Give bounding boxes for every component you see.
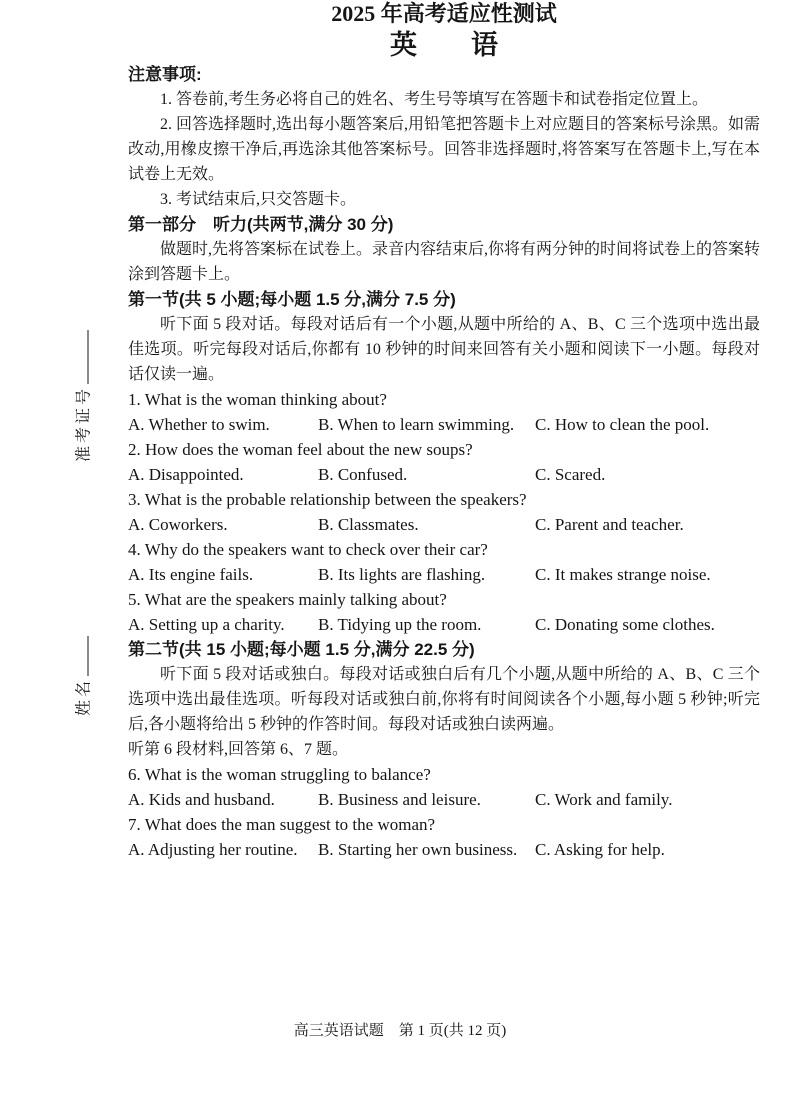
options-row (128, 612, 760, 637)
options-row (128, 837, 760, 862)
notice-item-1: 1. 答卷前,考生务必将自己的姓名、考生号等填写在答题卡和试卷指定位置上。 (160, 91, 709, 108)
option-c: C. Work and family. (535, 790, 673, 809)
subject-title: 英 语 (390, 30, 498, 60)
option-a: A. Setting up a charity. (128, 615, 285, 634)
section1-instructions: 听下面 5 段对话。每段对话后有一个小题,从题中所给的 A、B、C 三个选项中选出最佳选项。听完每段对话后,你都有 10 秒钟的时间来回答有关小题和阅读下一小题。每段对话仅读一遍。 (128, 316, 760, 383)
question-6 (128, 762, 760, 812)
options-row (128, 462, 760, 487)
option-c: C. How to clean the pool. (535, 415, 710, 434)
option-a: A. Kids and husband. (128, 790, 275, 809)
question-7 (128, 812, 760, 862)
options-row (128, 787, 760, 812)
option-c: C. Parent and teacher. (535, 515, 684, 534)
name-label-text: 姓名 (75, 677, 93, 717)
question-2 (128, 437, 760, 487)
option-b: B. Tidying up the room. (318, 615, 482, 634)
admission-ticket-underline (88, 330, 89, 384)
name-underline (88, 636, 89, 676)
option-b: B. Its lights are flashing. (318, 565, 486, 584)
question-line: 2. How does the woman feel about the new soups? (128, 440, 473, 459)
option-b: B. Business and leisure. (318, 790, 481, 809)
exam-title: 2025 年高考适应性测试 (331, 1, 557, 26)
question-4 (128, 537, 760, 587)
part1-intro: 做题时,先将答案标在试卷上。录音内容结束后,你将有两分钟的时间将试卷上的答案转涂到答题卡上。 (128, 241, 761, 283)
question-5 (128, 587, 760, 637)
admission-ticket-label (71, 330, 94, 462)
question-line: 1. What is the woman thinking about? (128, 390, 387, 409)
question-3 (128, 487, 760, 537)
notice-heading: 注意事项: (128, 65, 202, 84)
option-a: A. Whether to swim. (128, 415, 270, 434)
option-b: B. Confused. (318, 465, 408, 484)
option-c: C. Asking for help. (535, 840, 665, 859)
section1-heading: 第一节(共 5 小题;每小题 1.5 分,满分 7.5 分) (128, 290, 456, 309)
admission-ticket-label-text: 准考证号 (75, 385, 93, 463)
part1-heading: 第一部分 听力(共两节,满分 30 分) (128, 215, 394, 234)
name-label (71, 636, 94, 716)
option-a: A. Adjusting her routine. (128, 840, 298, 859)
option-c: C. It makes strange noise. (535, 565, 711, 584)
option-a: A. Its engine fails. (128, 565, 254, 584)
notice-item-2: 2. 回答选择题时,选出每小题答案后,用铅笔把答题卡上对应题目的答案标号涂黑。如需改动,用橡皮擦干净后,再选涂其他答案标号。回答非选择题时,将答案写在答题卡上,写在本试卷上无效。 (128, 116, 761, 183)
section2-heading: 第二节(共 15 小题;每小题 1.5 分,满分 22.5 分) (128, 640, 475, 659)
question-1 (128, 387, 760, 437)
options-row (128, 412, 760, 437)
footer-page-info: 高三英语试题 第 1 页(共 12 页) (293, 1023, 507, 1039)
option-b: B. Starting her own business. (318, 840, 518, 859)
question-line: 5. What are the speakers mainly talking about? (128, 590, 447, 609)
material-note: 听第 6 段材料,回答第 6、7 题。 (128, 741, 349, 758)
notice-item-3: 3. 考试结束后,只交答题卡。 (160, 191, 357, 208)
options-row (128, 562, 760, 587)
option-b: B. Classmates. (318, 515, 419, 534)
section2-instructions: 听下面 5 段对话或独白。每段对话或独白后有几个小题,从题中所给的 A、B、C 三个选项中选出最佳选项。听每段对话或独白前,你将有时间阅读各个小题,每小题 5 秒钟;听完后,各小题将给出 5 秒钟的作答时间。每段对话或独白读两遍。 (128, 666, 760, 733)
option-c: C. Donating some clothes. (535, 615, 715, 634)
option-c: C. Scared. (535, 465, 606, 484)
main-content (128, 0, 760, 862)
question-line: 4. Why do the speakers want to check over their car? (128, 540, 488, 559)
option-a: A. Coworkers. (128, 515, 228, 534)
option-b: B. When to learn swimming. (318, 415, 515, 434)
question-line: 3. What is the probable relationship between the speakers? (128, 490, 527, 509)
question-line: 7. What does the man suggest to the woman? (128, 815, 436, 834)
option-a: A. Disappointed. (128, 465, 244, 484)
question-line: 6. What is the woman struggling to balance? (128, 765, 431, 784)
options-row (128, 512, 760, 537)
